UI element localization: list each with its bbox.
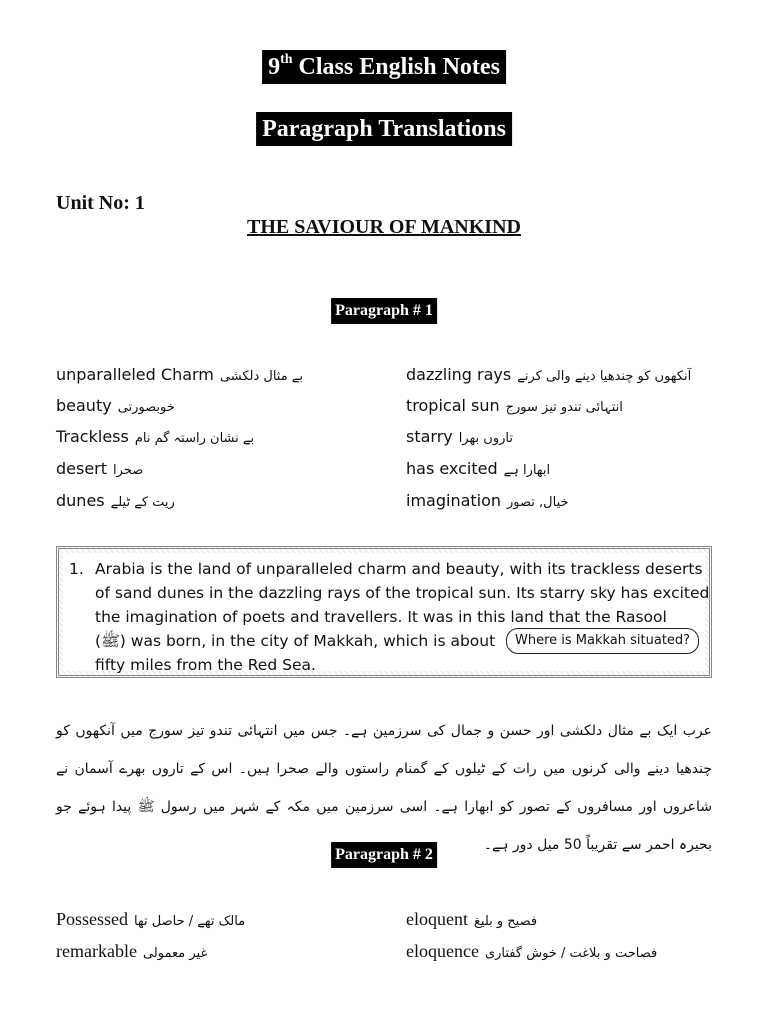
- vocab-item: eloquence فصاحت و بلاغت / خوش گفتاری: [406, 941, 658, 961]
- vocab-item: Trackless بے نشان راستہ گم نام: [56, 427, 255, 446]
- chapter-title: THE SAVIOUR OF MANKIND: [247, 216, 521, 238]
- vocab-item: starry تاروں بھرا: [406, 427, 513, 446]
- vocab-item: dunes ریت کے ٹیلے: [56, 491, 175, 510]
- vocab-item: eloquent فصیح و بلیغ: [406, 909, 538, 929]
- urdu-translation: عرب ایک بے مثال دلکشی اور حسن و جمال کی سرزمین ہے۔ جس میں انتہائی تندو تیز سورج میں آنکھوں کو چندھیا دینے والی کرنوں میں رات کے ٹیلوں کے گمنام راستوں والے صحرا ہیں۔ اس کے تاروں بھرے آسمان نے شاعروں اور مسافروں کے تصور کو ابھارا ہے۔ اسی سرزمین میں مکہ کے شہر میں رسول ﷺ پیدا ہوئے جو بحیرہ احمر سے تقریباً 50 میل دور ہے۔: [56, 723, 712, 853]
- vocab-item: desert صحرا: [56, 459, 144, 478]
- page-title: 9th Class English Notes: [262, 50, 506, 84]
- passage-line: of sand dunes in the dazzling rays of the tropical sun. Its starry sky has excited: [95, 584, 710, 602]
- page-subtitle: Paragraph Translations: [256, 112, 512, 146]
- vocab-item: beauty خوبصورتی: [56, 396, 175, 415]
- passage-number: 1.: [69, 560, 84, 578]
- passage-line: the imagination of poets and travellers. It was in this land that the Rasool: [95, 608, 667, 626]
- passage-line: (ﷺ) was born, in the city of Makkah, which is about: [95, 632, 496, 650]
- unit-label: Unit No: 1: [56, 192, 145, 214]
- vocab-item: imagination خیال, تصور: [406, 491, 569, 510]
- passage-line: Arabia is the land of unparalleled charm and beauty, with its trackless deserts: [95, 560, 703, 578]
- paragraph-1-heading: Paragraph # 1: [331, 298, 437, 324]
- vocab-item: tropical sun انتہائی تندو تیز سورج: [406, 396, 623, 415]
- question-callout: Where is Makkah situated?: [506, 628, 699, 654]
- vocab-item: unparalleled Charm بے مثال دلکشی: [56, 365, 304, 384]
- vocab-item: Possessed مالک تھے / حاصل تھا: [56, 909, 246, 929]
- vocab-item: remarkable غیر معمولی: [56, 941, 208, 961]
- passage-line: fifty miles from the Red Sea.: [95, 656, 316, 674]
- paragraph-2-heading: Paragraph # 2: [331, 842, 437, 868]
- passage-box: [56, 546, 712, 678]
- vocab-item: has excited ابھارا ہے: [406, 459, 551, 478]
- passage-text: [63, 553, 710, 674]
- vocab-item: dazzling rays آنکھوں کو چندھیا دینے والی کرنے: [406, 365, 692, 384]
